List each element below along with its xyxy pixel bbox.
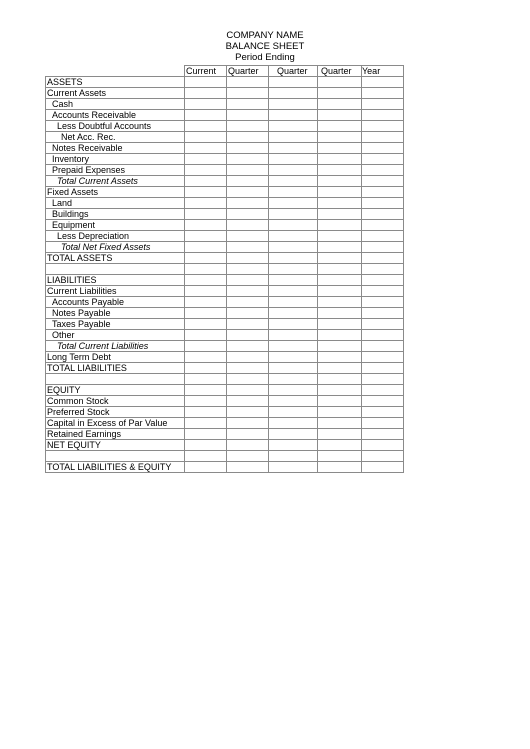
row-label: Cash	[46, 99, 185, 110]
value-cell[interactable]	[269, 429, 318, 440]
sheet-title: BALANCE SHEET	[225, 41, 305, 52]
value-cell[interactable]	[362, 242, 404, 253]
value-cell[interactable]	[362, 275, 404, 286]
row-label: Total Current Liabilities	[46, 341, 185, 352]
value-cell[interactable]	[318, 176, 362, 187]
balance-sheet-table	[45, 65, 404, 473]
value-cell[interactable]	[227, 462, 269, 473]
table-row	[46, 418, 404, 429]
value-cell[interactable]	[185, 165, 227, 176]
row-label: NET EQUITY	[46, 440, 185, 451]
value-cell[interactable]	[362, 198, 404, 209]
value-cell[interactable]	[269, 88, 318, 99]
value-cell[interactable]	[269, 418, 318, 429]
row-label: Notes Payable	[46, 308, 185, 319]
row-label: Common Stock	[46, 396, 185, 407]
value-cell[interactable]	[318, 231, 362, 242]
value-cell[interactable]	[227, 209, 269, 220]
table-row	[46, 264, 404, 275]
value-cell[interactable]	[269, 121, 318, 132]
value-cell[interactable]	[185, 297, 227, 308]
value-cell[interactable]	[362, 187, 404, 198]
value-cell[interactable]	[185, 253, 227, 264]
value-cell[interactable]	[227, 396, 269, 407]
value-cell[interactable]	[269, 319, 318, 330]
value-cell[interactable]	[362, 330, 404, 341]
row-label: Net Acc. Rec.	[46, 132, 185, 143]
row-label: Retained Earnings	[46, 429, 185, 440]
table-row	[46, 77, 404, 88]
value-cell[interactable]	[269, 176, 318, 187]
table-row	[46, 319, 404, 330]
table-row	[46, 308, 404, 319]
value-cell[interactable]	[227, 429, 269, 440]
value-cell[interactable]	[318, 198, 362, 209]
row-label	[46, 374, 185, 385]
value-cell[interactable]	[318, 396, 362, 407]
row-label: LIABILITIES	[46, 275, 185, 286]
value-cell[interactable]	[318, 110, 362, 121]
value-cell[interactable]	[185, 187, 227, 198]
table-row	[46, 352, 404, 363]
value-cell[interactable]	[269, 154, 318, 165]
value-cell[interactable]	[362, 110, 404, 121]
value-cell[interactable]	[318, 264, 362, 275]
value-cell[interactable]	[362, 154, 404, 165]
value-cell[interactable]	[185, 242, 227, 253]
value-cell[interactable]	[185, 176, 227, 187]
column-header-quarter-2: Quarter	[269, 66, 318, 77]
value-cell[interactable]	[227, 198, 269, 209]
row-label: TOTAL ASSETS	[46, 253, 185, 264]
value-cell[interactable]	[269, 264, 318, 275]
value-cell[interactable]	[185, 143, 227, 154]
row-label: Equipment	[46, 220, 185, 231]
value-cell[interactable]	[185, 396, 227, 407]
value-cell[interactable]	[227, 253, 269, 264]
row-label: Accounts Receivable	[46, 110, 185, 121]
value-cell[interactable]	[185, 88, 227, 99]
value-cell[interactable]	[362, 220, 404, 231]
value-cell[interactable]	[318, 352, 362, 363]
value-cell[interactable]	[318, 440, 362, 451]
value-cell[interactable]	[227, 286, 269, 297]
value-cell[interactable]	[227, 352, 269, 363]
table-row	[46, 297, 404, 308]
value-cell[interactable]	[185, 77, 227, 88]
table-row	[46, 165, 404, 176]
table-row	[46, 286, 404, 297]
table-row	[46, 275, 404, 286]
value-cell[interactable]	[227, 275, 269, 286]
value-cell[interactable]	[227, 264, 269, 275]
row-label: Current Assets	[46, 88, 185, 99]
period-ending: Period Ending	[235, 52, 295, 63]
table-row	[46, 374, 404, 385]
value-cell[interactable]	[318, 418, 362, 429]
value-cell[interactable]	[185, 341, 227, 352]
value-cell[interactable]	[185, 308, 227, 319]
value-cell[interactable]	[185, 407, 227, 418]
value-cell[interactable]	[269, 330, 318, 341]
column-header-quarter-3: Quarter	[318, 66, 362, 77]
value-cell[interactable]	[318, 451, 362, 462]
value-cell[interactable]	[362, 209, 404, 220]
value-cell[interactable]	[318, 132, 362, 143]
value-cell[interactable]	[362, 231, 404, 242]
value-cell[interactable]	[269, 363, 318, 374]
value-cell[interactable]	[362, 308, 404, 319]
value-cell[interactable]	[227, 121, 269, 132]
value-cell[interactable]	[318, 297, 362, 308]
value-cell[interactable]	[227, 77, 269, 88]
column-header-quarter-1: Quarter	[227, 66, 269, 77]
table-row	[46, 341, 404, 352]
value-cell[interactable]	[185, 319, 227, 330]
value-cell[interactable]	[227, 231, 269, 242]
value-cell[interactable]	[185, 220, 227, 231]
table-row	[46, 132, 404, 143]
value-cell[interactable]	[227, 297, 269, 308]
value-cell[interactable]	[227, 220, 269, 231]
value-cell[interactable]	[362, 396, 404, 407]
value-cell[interactable]	[227, 374, 269, 385]
row-label	[46, 451, 185, 462]
row-label: Buildings	[46, 209, 185, 220]
value-cell[interactable]	[362, 165, 404, 176]
value-cell[interactable]	[318, 462, 362, 473]
value-cell[interactable]	[269, 110, 318, 121]
value-cell[interactable]	[185, 132, 227, 143]
table-row	[46, 407, 404, 418]
value-cell[interactable]	[269, 99, 318, 110]
value-cell[interactable]	[227, 440, 269, 451]
table-row	[46, 385, 404, 396]
value-cell[interactable]	[318, 77, 362, 88]
value-cell[interactable]	[269, 352, 318, 363]
value-cell[interactable]	[362, 264, 404, 275]
value-cell[interactable]	[227, 187, 269, 198]
value-cell[interactable]	[185, 198, 227, 209]
row-label: ASSETS	[46, 77, 185, 88]
value-cell[interactable]	[318, 330, 362, 341]
value-cell[interactable]	[269, 187, 318, 198]
value-cell[interactable]	[185, 275, 227, 286]
table-row	[46, 121, 404, 132]
value-cell[interactable]	[269, 451, 318, 462]
value-cell[interactable]	[318, 308, 362, 319]
value-cell[interactable]	[269, 143, 318, 154]
value-cell[interactable]	[185, 352, 227, 363]
table-row	[46, 451, 404, 462]
value-cell[interactable]	[318, 374, 362, 385]
value-cell[interactable]	[318, 319, 362, 330]
column-header-row	[46, 66, 404, 77]
value-cell[interactable]	[318, 209, 362, 220]
value-cell[interactable]	[318, 429, 362, 440]
value-cell[interactable]	[269, 165, 318, 176]
value-cell[interactable]	[362, 407, 404, 418]
value-cell[interactable]	[227, 385, 269, 396]
table-row	[46, 330, 404, 341]
value-cell[interactable]	[185, 363, 227, 374]
value-cell[interactable]	[318, 121, 362, 132]
table-row	[46, 99, 404, 110]
value-cell[interactable]	[318, 253, 362, 264]
column-header-current: Current	[185, 66, 227, 77]
value-cell[interactable]	[269, 242, 318, 253]
value-cell[interactable]	[227, 319, 269, 330]
value-cell[interactable]	[362, 341, 404, 352]
value-cell[interactable]	[362, 418, 404, 429]
value-cell[interactable]	[362, 143, 404, 154]
value-cell[interactable]	[362, 297, 404, 308]
value-cell[interactable]	[185, 264, 227, 275]
value-cell[interactable]	[269, 374, 318, 385]
value-cell[interactable]	[185, 99, 227, 110]
value-cell[interactable]	[185, 231, 227, 242]
table-row	[46, 110, 404, 121]
value-cell[interactable]	[185, 451, 227, 462]
value-cell[interactable]	[362, 363, 404, 374]
value-cell[interactable]	[269, 231, 318, 242]
value-cell[interactable]	[269, 275, 318, 286]
value-cell[interactable]	[318, 154, 362, 165]
row-label: Prepaid Expenses	[46, 165, 185, 176]
value-cell[interactable]	[362, 132, 404, 143]
column-header-year: Year	[362, 66, 404, 77]
row-label: EQUITY	[46, 385, 185, 396]
row-label: Land	[46, 198, 185, 209]
row-label: Total Current Assets	[46, 176, 185, 187]
value-cell[interactable]	[227, 143, 269, 154]
value-cell[interactable]	[227, 110, 269, 121]
value-cell[interactable]	[362, 451, 404, 462]
table-row	[46, 462, 404, 473]
value-cell[interactable]	[269, 297, 318, 308]
value-cell[interactable]	[227, 176, 269, 187]
table-row	[46, 187, 404, 198]
value-cell[interactable]	[227, 330, 269, 341]
value-cell[interactable]	[185, 385, 227, 396]
value-cell[interactable]	[269, 220, 318, 231]
row-label: Preferred Stock	[46, 407, 185, 418]
value-cell[interactable]	[227, 308, 269, 319]
row-label: Long Term Debt	[46, 352, 185, 363]
company-name: COMPANY NAME	[226, 30, 304, 41]
value-cell[interactable]	[269, 462, 318, 473]
value-cell[interactable]	[318, 99, 362, 110]
value-cell[interactable]	[185, 121, 227, 132]
value-cell[interactable]	[318, 242, 362, 253]
value-cell[interactable]	[185, 209, 227, 220]
value-cell[interactable]	[185, 286, 227, 297]
value-cell[interactable]	[185, 418, 227, 429]
row-label: Inventory	[46, 154, 185, 165]
table-row	[46, 209, 404, 220]
row-label: Total Net Fixed Assets	[46, 242, 185, 253]
value-cell[interactable]	[318, 187, 362, 198]
row-label: Accounts Payable	[46, 297, 185, 308]
row-label: Capital in Excess of Par Value	[46, 418, 185, 429]
value-cell[interactable]	[362, 374, 404, 385]
value-cell[interactable]	[318, 363, 362, 374]
row-label: Notes Receivable	[46, 143, 185, 154]
table-row	[46, 143, 404, 154]
row-label: Taxes Payable	[46, 319, 185, 330]
value-cell[interactable]	[362, 99, 404, 110]
row-label: Other	[46, 330, 185, 341]
table-row	[46, 198, 404, 209]
table-row	[46, 440, 404, 451]
value-cell[interactable]	[269, 253, 318, 264]
value-cell[interactable]	[362, 77, 404, 88]
value-cell[interactable]	[362, 176, 404, 187]
value-cell[interactable]	[318, 275, 362, 286]
value-cell[interactable]	[227, 451, 269, 462]
value-cell[interactable]	[185, 110, 227, 121]
table-row	[46, 88, 404, 99]
value-cell[interactable]	[318, 88, 362, 99]
value-cell[interactable]	[362, 319, 404, 330]
value-cell[interactable]	[318, 286, 362, 297]
table-row	[46, 396, 404, 407]
value-cell[interactable]	[185, 462, 227, 473]
row-label	[46, 264, 185, 275]
value-cell[interactable]	[318, 143, 362, 154]
value-cell[interactable]	[227, 242, 269, 253]
table-row	[46, 242, 404, 253]
value-cell[interactable]	[227, 99, 269, 110]
value-cell[interactable]	[185, 374, 227, 385]
value-cell[interactable]	[362, 440, 404, 451]
value-cell[interactable]	[227, 88, 269, 99]
value-cell[interactable]	[362, 88, 404, 99]
balance-sheet-rows	[46, 77, 404, 473]
value-cell[interactable]	[362, 253, 404, 264]
table-row	[46, 154, 404, 165]
value-cell[interactable]	[269, 132, 318, 143]
value-cell[interactable]	[227, 341, 269, 352]
row-label: Less Depreciation	[46, 231, 185, 242]
table-row	[46, 429, 404, 440]
table-row	[46, 253, 404, 264]
row-label: Current Liabilities	[46, 286, 185, 297]
value-cell[interactable]	[227, 154, 269, 165]
value-cell[interactable]	[185, 429, 227, 440]
value-cell[interactable]	[362, 286, 404, 297]
value-cell[interactable]	[318, 220, 362, 231]
value-cell[interactable]	[227, 363, 269, 374]
value-cell[interactable]	[318, 165, 362, 176]
value-cell[interactable]	[269, 286, 318, 297]
value-cell[interactable]	[185, 154, 227, 165]
value-cell[interactable]	[269, 385, 318, 396]
value-cell[interactable]	[269, 308, 318, 319]
value-cell[interactable]	[362, 121, 404, 132]
table-row	[46, 176, 404, 187]
value-cell[interactable]	[269, 198, 318, 209]
value-cell[interactable]	[269, 77, 318, 88]
value-cell[interactable]	[318, 385, 362, 396]
value-cell[interactable]	[318, 407, 362, 418]
row-label: TOTAL LIABILITIES	[46, 363, 185, 374]
row-label: TOTAL LIABILITIES & EQUITY	[46, 462, 185, 473]
value-cell[interactable]	[185, 330, 227, 341]
value-cell[interactable]	[362, 352, 404, 363]
corner-cell	[46, 66, 185, 77]
value-cell[interactable]	[362, 385, 404, 396]
value-cell[interactable]	[269, 341, 318, 352]
value-cell[interactable]	[227, 132, 269, 143]
value-cell[interactable]	[362, 462, 404, 473]
value-cell[interactable]	[185, 440, 227, 451]
table-row	[46, 231, 404, 242]
value-cell[interactable]	[269, 209, 318, 220]
table-row	[46, 220, 404, 231]
value-cell[interactable]	[227, 165, 269, 176]
value-cell[interactable]	[362, 429, 404, 440]
row-label: Fixed Assets	[46, 187, 185, 198]
value-cell[interactable]	[269, 440, 318, 451]
value-cell[interactable]	[227, 418, 269, 429]
table-row	[46, 363, 404, 374]
value-cell[interactable]	[269, 396, 318, 407]
value-cell[interactable]	[227, 407, 269, 418]
value-cell[interactable]	[269, 407, 318, 418]
value-cell[interactable]	[318, 341, 362, 352]
row-label: Less Doubtful Accounts	[46, 121, 185, 132]
